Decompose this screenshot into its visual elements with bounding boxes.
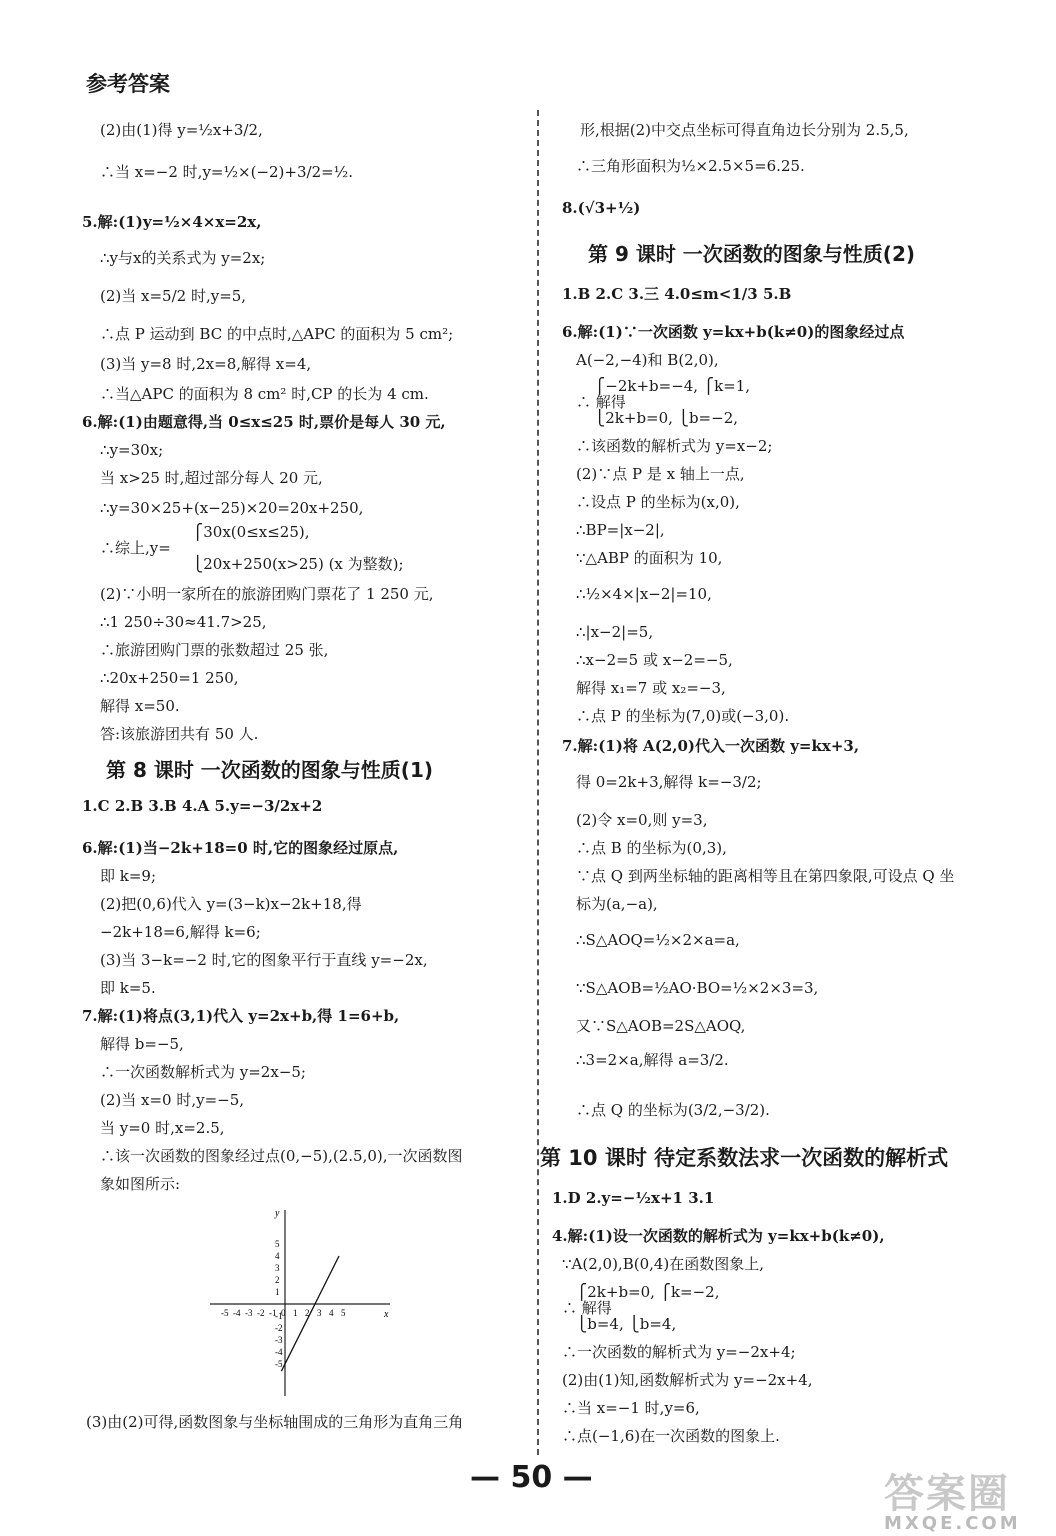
right-line: ∴点(−1,6)在一次函数的图象上.	[562, 1427, 780, 1445]
right-line: 4.解:(1)设一次函数的解析式为 y=kx+b(k≠0),	[552, 1227, 885, 1245]
right-line: ∴设点 P 的坐标为(x,0),	[576, 493, 740, 511]
left-line: 象如图所示:	[100, 1175, 181, 1193]
left-line: 答:该旅游团共有 50 人.	[100, 725, 259, 743]
right-line: ∴3=2×a,解得 a=3/2.	[576, 1051, 729, 1069]
right-line: ∴该函数的解析式为 y=x−2;	[576, 437, 773, 455]
left-line: ∴当△APC 的面积为 8 cm² 时,CP 的长为 4 cm.	[100, 385, 429, 403]
page-header: 参考答案	[86, 72, 170, 96]
right-line: ∵△ABP 的面积为 10,	[576, 549, 723, 567]
right-line: 又∵S△AOB=2S△AOQ,	[576, 1017, 746, 1035]
left-line: 6.解:(1)当−2k+18=0 时,它的图象经过原点,	[82, 839, 399, 857]
y-tick-label: 3	[275, 1263, 280, 1273]
function-graph	[200, 1206, 400, 1406]
right-line: 形,根据(2)中交点坐标可得直角边长分别为 2.5,5,	[580, 121, 909, 139]
left-line: 即 k=5.	[100, 979, 156, 997]
right-line: 1.D 2.y=−½x+1 3.1	[552, 1189, 715, 1207]
right-line: ⎧−2k+b=−4, ⎧k=1,	[594, 377, 751, 395]
left-line: 1.C 2.B 3.B 4.A 5.y=−3/2x+2	[82, 797, 323, 815]
left-line: 当 y=0 时,x=2.5,	[100, 1119, 225, 1137]
right-line: 得 0=2k+3,解得 k=−3/2;	[576, 773, 762, 791]
right-line: ∴BP=|x−2|,	[576, 521, 665, 539]
watermark-title: 答案圈	[884, 1471, 1010, 1517]
left-line: −2k+18=6,解得 k=6;	[100, 923, 261, 941]
right-line: (2)令 x=0,则 y=3,	[576, 811, 708, 829]
y-tick-label: -3	[275, 1335, 283, 1345]
left-line: ∴点 P 运动到 BC 的中点时,△APC 的面积为 5 cm²;	[100, 325, 454, 343]
left-line: ∴20x+250=1 250,	[100, 669, 239, 687]
lesson-heading: 第 9 课时 一次函数的图象与性质(2)	[588, 242, 916, 266]
x-tick-label: 0	[281, 1308, 286, 1318]
column-divider	[537, 110, 539, 1455]
right-line: ⎧2k+b=0, ⎧k=−2,	[576, 1283, 720, 1301]
y-tick-label: 1	[275, 1287, 280, 1297]
left-line: ∴旅游团购门票的张数超过 25 张,	[100, 641, 329, 659]
left-line: (2)当 x=5/2 时,y=5,	[100, 287, 247, 305]
left-line: ∴1 250÷30≈41.7>25,	[100, 613, 267, 631]
watermark-url: MXQE.COM	[884, 1513, 1021, 1534]
lesson-8-heading: 第 8 课时 一次函数的图象与性质(1)	[106, 758, 434, 782]
left-line: 5.解:(1)y=½×4×x=2x,	[82, 213, 262, 231]
y-tick-label: 2	[275, 1275, 280, 1285]
right-line: ∴ 解得	[562, 1299, 612, 1317]
right-line: (2)∵点 P 是 x 轴上一点,	[576, 465, 745, 483]
lesson-heading: 第 10 课时 待定系数法求一次函数的解析式	[540, 1146, 949, 1170]
left-line: 6.解:(1)由题意得,当 0≤x≤25 时,票价是每人 30 元,	[82, 413, 446, 431]
right-line: ⎩b=4, ⎩b=4,	[576, 1315, 677, 1333]
right-line: ∴|x−2|=5,	[576, 623, 654, 641]
right-line: 1.B 2.C 3.三 4.0≤m<1/3 5.B	[562, 285, 792, 303]
right-line: 6.解:(1)∵一次函数 y=kx+b(k≠0)的图象经过点	[562, 323, 905, 341]
left-line: 即 k=9;	[100, 867, 157, 885]
left-line: (2)∵小明一家所在的旅游团购门票花了 1 250 元,	[100, 585, 434, 603]
right-line: 解得 x₁=7 或 x₂=−3,	[576, 679, 726, 697]
right-line: ∴点 Q 的坐标为(3/2,−3/2).	[576, 1101, 770, 1119]
right-line: ∴点 P 的坐标为(7,0)或(−3,0).	[576, 707, 790, 725]
left-line: 解得 x=50.	[100, 697, 180, 715]
right-line: 标为(a,−a),	[576, 895, 658, 913]
y-tick-label: -4	[275, 1347, 283, 1357]
left-line: (2)当 x=0 时,y=−5,	[100, 1091, 245, 1109]
x-tick-label: -4	[233, 1308, 241, 1318]
right-line: 7.解:(1)将 A(2,0)代入一次函数 y=kx+3,	[562, 737, 860, 755]
right-line: ∴S△AOQ=½×2×a=a,	[576, 931, 740, 949]
right-line: ∴一次函数的解析式为 y=−2x+4;	[562, 1343, 796, 1361]
y-axis-label: y	[275, 1208, 280, 1219]
x-tick-label: -1	[269, 1308, 277, 1318]
right-line: (2)由(1)知,函数解析式为 y=−2x+4,	[562, 1371, 813, 1389]
left-line: ∴y与x的关系式为 y=2x;	[100, 249, 266, 267]
left-line: ∴一次函数解析式为 y=2x−5;	[100, 1063, 306, 1081]
left-line: (2)把(0,6)代入 y=(3−k)x−2k+18,得	[100, 895, 362, 913]
right-line: ⎩2k+b=0, ⎩b=−2,	[594, 409, 739, 427]
left-line: 解得 b=−5,	[100, 1035, 184, 1053]
left-line: (3)当 y=8 时,2x=8,解得 x=4,	[100, 355, 312, 373]
right-line: ∵S△AOB=½AO·BO=½×2×3=3,	[576, 979, 819, 997]
x-tick-label: 3	[317, 1308, 322, 1318]
left-line: (3)当 3−k=−2 时,它的图象平行于直线 y=−2x,	[100, 951, 428, 969]
x-tick-label: -2	[257, 1308, 265, 1318]
right-line: ∴x−2=5 或 x−2=−5,	[576, 651, 733, 669]
left-line: ∴综上,y=	[100, 539, 171, 557]
right-line: ∴三角形面积为½×2.5×5=6.25.	[576, 157, 805, 175]
right-line: ∵A(2,0),B(0,4)在函数图象上,	[562, 1255, 765, 1273]
y-tick-label: 4	[275, 1251, 280, 1261]
x-tick-label: 5	[341, 1308, 346, 1318]
right-line: ∴ 解得	[576, 393, 626, 411]
y-tick-label: -2	[275, 1323, 283, 1333]
left-line: ⎩20x+250(x>25) (x 为整数);	[192, 555, 404, 573]
x-tick-label: 2	[305, 1308, 310, 1318]
x-tick-label: -3	[245, 1308, 253, 1318]
page-number: — 50 —	[470, 1460, 593, 1495]
left-line: ∴该一次函数的图象经过点(0,−5),(2.5,0),一次函数图	[100, 1147, 463, 1165]
right-line: ∴½×4×|x−2|=10,	[576, 585, 712, 603]
right-line: ∵点 Q 到两坐标轴的距离相等且在第四象限,可设点 Q 坐	[576, 867, 955, 885]
x-axis-label: x	[384, 1309, 389, 1320]
right-line: 8.(√3+½)	[562, 199, 641, 217]
y-tick-label: 5	[275, 1239, 280, 1249]
x-tick-label: 1	[293, 1308, 298, 1318]
left-line: ⎧30x(0≤x≤25),	[192, 523, 310, 541]
x-tick-label: -5	[221, 1308, 229, 1318]
watermark-logo	[884, 1462, 1034, 1534]
left-line: ∴y=30x;	[100, 441, 164, 459]
right-line: A(−2,−4)和 B(2,0),	[576, 351, 719, 369]
right-line: ∴点 B 的坐标为(0,3),	[576, 839, 727, 857]
left-line: 当 x>25 时,超过部分每人 20 元,	[100, 469, 323, 487]
left-line: 7.解:(1)将点(3,1)代入 y=2x+b,得 1=6+b,	[82, 1007, 400, 1025]
x-tick-label: 4	[329, 1308, 334, 1318]
left-line: (3)由(2)可得,函数图象与坐标轴围成的三角形为直角三角	[86, 1413, 464, 1431]
left-line: ∴当 x=−2 时,y=½×(−2)+3/2=½.	[100, 163, 353, 181]
left-line: (2)由(1)得 y=½x+3/2,	[100, 121, 263, 139]
right-line: ∴当 x=−1 时,y=6,	[562, 1399, 700, 1417]
y-tick-label: -5	[275, 1359, 283, 1369]
left-line: ∴y=30×25+(x−25)×20=20x+250,	[100, 499, 364, 517]
y-tick-label: -1	[275, 1311, 283, 1321]
